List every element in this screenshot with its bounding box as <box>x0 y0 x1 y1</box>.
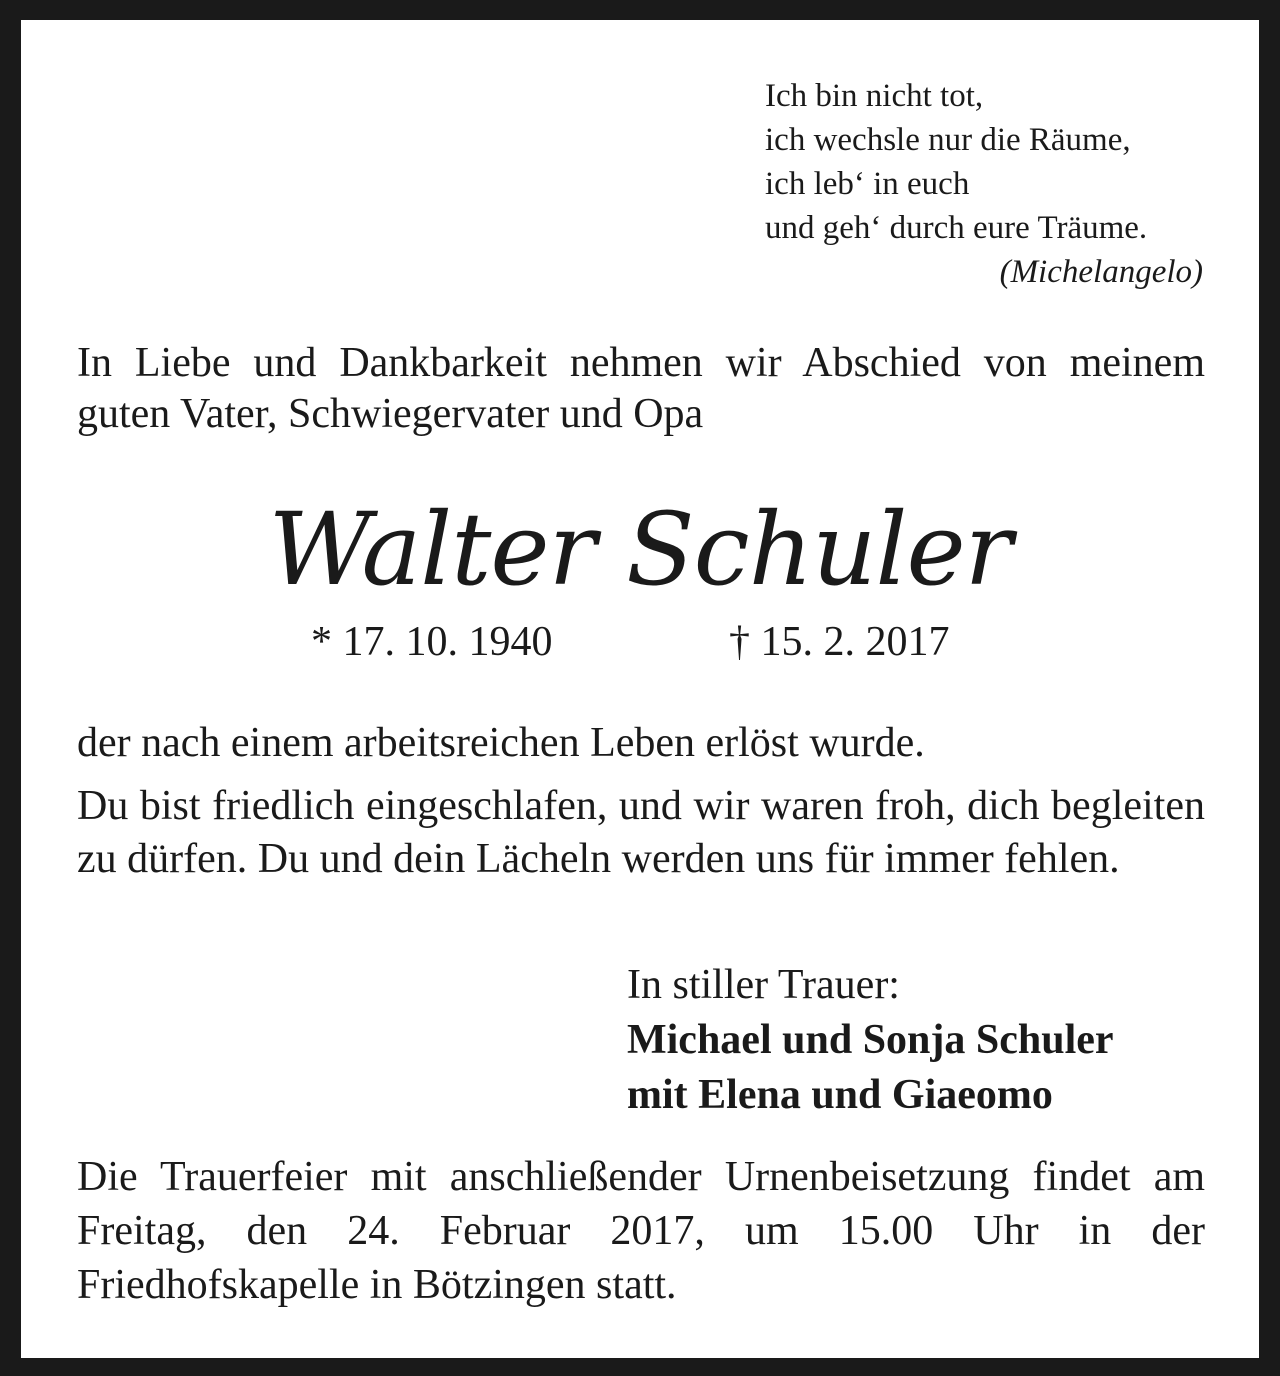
birth-date: * 17. 10. 1940 <box>311 619 553 665</box>
death-date: † 15. 2. 2017 <box>729 619 950 665</box>
ceremony-info: Die Trauerfeier mit anschließender Urnenbeisetzung findet am Freitag, den 24. Februar 2017, um 15.00 Uhr in der Friedhofskapelle in Bötzingen statt. <box>77 1154 1205 1308</box>
mourners-names-2: mit Elena und Giaeomo <box>627 1072 1053 1118</box>
paragraph-life: der nach einem arbeitsreichen Leben erlöst wurde. <box>77 720 925 766</box>
poem-line: Ich bin nicht tot, <box>765 78 984 114</box>
intro-line-1: In Liebe und Dankbarkeit nehmen wir Abschied von meinem <box>77 340 1205 386</box>
poem-line: und geh‘ durch eure Träume. <box>765 210 1148 246</box>
deceased-name: Walter Schuler <box>268 491 1012 608</box>
poem-line: ich wechsle nur die Räume, <box>765 122 1131 158</box>
poem-line: ich leb‘ in euch <box>765 166 970 202</box>
mourners-block <box>627 958 1207 1123</box>
poem-author: (Michelangelo) <box>999 254 1203 290</box>
poem-quote <box>765 74 1205 294</box>
mourners-names-1: Michael und Sonja Schuler <box>627 1017 1114 1063</box>
mourners-intro: In stiller Trauer: <box>627 962 900 1008</box>
intro-line-2: guten Vater, Schwiegervater und Opa <box>77 391 704 437</box>
paragraph-farewell: Du bist friedlich eingeschlafen, und wir waren froh, dich begleiten zu dürfen. Du und dein Lächeln werden uns für immer fehlen. <box>77 783 1205 882</box>
intro-text <box>77 338 1205 440</box>
